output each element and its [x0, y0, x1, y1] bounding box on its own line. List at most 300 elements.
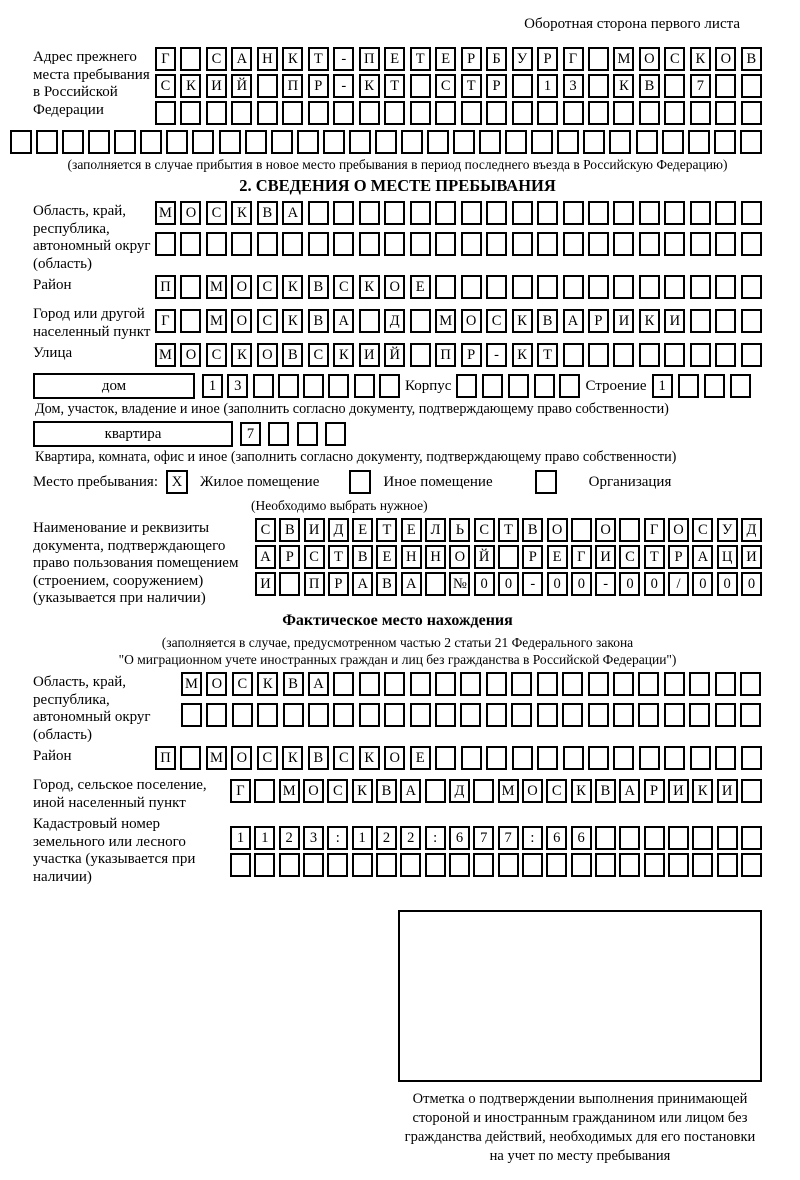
- char-cell: [359, 101, 380, 125]
- char-cell: В: [257, 201, 278, 225]
- text-line: "О миграционном учете иностранных граждан и лиц без гражданства в Российской Федерации"): [118, 652, 677, 668]
- char-cell: [714, 130, 736, 154]
- char-cell: Г: [563, 47, 584, 71]
- char-cell: [140, 130, 162, 154]
- char-cell: Т: [461, 74, 482, 98]
- char-cell: [690, 101, 711, 125]
- char-cell: [559, 374, 580, 398]
- structure-cells: [652, 374, 751, 398]
- prev-address-note: (заполняется в случае прибытия в новое место пребывания в период последнего въезда в Российскую Федерацию): [67, 157, 728, 172]
- text-line: Отметка о подтверждении выполнения принимающей: [412, 1091, 748, 1107]
- char-cell: Ь: [449, 518, 470, 542]
- char-cell: С: [255, 518, 276, 542]
- char-cell: К: [180, 74, 201, 98]
- char-cell: М: [206, 309, 227, 333]
- char-cell: [511, 703, 532, 727]
- document-row-3: [255, 572, 762, 596]
- char-cell: [537, 201, 558, 225]
- document-row-1: [255, 518, 762, 542]
- prev-address-rows: [155, 47, 762, 128]
- char-cell: [609, 130, 631, 154]
- char-cell: 1: [537, 74, 558, 98]
- char-cell: И: [664, 309, 685, 333]
- char-cell: И: [717, 779, 738, 803]
- char-cell: [486, 201, 507, 225]
- char-cell: [325, 422, 346, 446]
- char-cell: [498, 853, 519, 877]
- char-cell: О: [303, 779, 324, 803]
- char-cell: [563, 275, 584, 299]
- char-cell: [253, 374, 274, 398]
- char-cell: :: [327, 826, 348, 850]
- char-cell: [283, 703, 304, 727]
- char-cell: [166, 130, 188, 154]
- char-cell: [435, 672, 456, 696]
- char-cell: [359, 703, 380, 727]
- char-cell: [435, 101, 456, 125]
- char-cell: А: [692, 545, 713, 569]
- char-cell: [62, 130, 84, 154]
- char-cell: [741, 746, 762, 770]
- cadastre-block: [33, 814, 762, 886]
- char-cell: [401, 130, 423, 154]
- char-cell: [588, 47, 609, 71]
- apartment-box-label: квартира: [33, 421, 233, 447]
- char-cell: Д: [741, 518, 762, 542]
- char-cell: [460, 672, 481, 696]
- char-cell: 0: [644, 572, 665, 596]
- char-cell: [206, 232, 227, 256]
- char-cell: И: [595, 545, 616, 569]
- char-cell: :: [522, 826, 543, 850]
- char-cell: Д: [328, 518, 349, 542]
- document-block: [33, 518, 762, 608]
- text-line: стороной и иностранным гражданином или лицом без: [412, 1110, 748, 1126]
- char-cell: [741, 74, 762, 98]
- char-cell: Т: [410, 47, 431, 71]
- char-cell: [639, 232, 660, 256]
- char-cell: С: [435, 74, 456, 98]
- char-cell: [668, 853, 689, 877]
- char-cell: [245, 130, 267, 154]
- char-cell: Т: [644, 545, 665, 569]
- char-cell: [410, 309, 431, 333]
- char-cell: [425, 853, 446, 877]
- fact-city-row: [230, 779, 762, 803]
- char-cell: [613, 201, 634, 225]
- char-cell: М: [613, 47, 634, 71]
- char-cell: [717, 853, 738, 877]
- char-cell: [537, 101, 558, 125]
- char-cell: [425, 572, 446, 596]
- char-cell: [486, 101, 507, 125]
- char-cell: 0: [619, 572, 640, 596]
- char-cell: [231, 101, 252, 125]
- char-cell: 3: [303, 826, 324, 850]
- char-cell: П: [155, 275, 176, 299]
- char-cell: О: [547, 518, 568, 542]
- char-cell: К: [282, 275, 303, 299]
- stamp-box: [398, 910, 762, 1082]
- fact-district-block: [33, 746, 762, 773]
- char-cell: [511, 672, 532, 696]
- char-cell: [741, 309, 762, 333]
- char-cell: [563, 343, 584, 367]
- district-label: Район: [33, 277, 72, 294]
- char-cell: В: [537, 309, 558, 333]
- char-cell: [613, 275, 634, 299]
- char-cell: [639, 101, 660, 125]
- char-cell: К: [282, 47, 303, 71]
- char-cell: В: [282, 343, 303, 367]
- city-row: [155, 309, 762, 333]
- char-cell: М: [498, 779, 519, 803]
- char-cell: [562, 672, 583, 696]
- char-cell: [36, 130, 58, 154]
- char-cell: [254, 853, 275, 877]
- char-cell: [664, 703, 685, 727]
- char-cell: [425, 779, 446, 803]
- char-cell: [486, 232, 507, 256]
- char-cell: Б: [486, 47, 507, 71]
- char-cell: [595, 853, 616, 877]
- char-cell: К: [359, 746, 380, 770]
- char-cell: О: [522, 779, 543, 803]
- char-cell: П: [155, 746, 176, 770]
- char-cell: 0: [692, 572, 713, 596]
- char-cell: [537, 232, 558, 256]
- char-cell: М: [206, 275, 227, 299]
- char-cell: 2: [376, 826, 397, 850]
- char-cell: [638, 672, 659, 696]
- char-cell: С: [333, 275, 354, 299]
- char-cell: Р: [486, 74, 507, 98]
- char-cell: [664, 343, 685, 367]
- char-cell: [279, 572, 300, 596]
- char-cell: А: [231, 47, 252, 71]
- char-cell: 0: [498, 572, 519, 596]
- region-label: Область, край, республика, автономный округ (область): [33, 203, 151, 272]
- char-cell: И: [206, 74, 227, 98]
- char-cell: Е: [376, 545, 397, 569]
- char-cell: Е: [352, 518, 373, 542]
- char-cell: [692, 853, 713, 877]
- char-cell: Т: [384, 74, 405, 98]
- char-cell: И: [255, 572, 276, 596]
- char-cell: [588, 703, 609, 727]
- char-cell: [613, 672, 634, 696]
- char-cell: С: [257, 309, 278, 333]
- char-cell: И: [304, 518, 325, 542]
- char-cell: О: [449, 545, 470, 569]
- char-cell: О: [257, 343, 278, 367]
- char-cell: М: [155, 343, 176, 367]
- char-cell: [688, 130, 710, 154]
- char-cell: [279, 853, 300, 877]
- char-cell: [636, 130, 658, 154]
- char-cell: Е: [410, 275, 431, 299]
- char-cell: [278, 374, 299, 398]
- fact-region-row-2: [181, 703, 761, 727]
- char-cell: [473, 779, 494, 803]
- char-cell: В: [522, 518, 543, 542]
- street-block: [33, 343, 762, 370]
- char-cell: 0: [741, 572, 762, 596]
- char-cell: [384, 232, 405, 256]
- char-cell: [690, 343, 711, 367]
- char-cell: С: [664, 47, 685, 71]
- char-cell: Р: [588, 309, 609, 333]
- house-note: Дом, участок, владение и иное (заполнить согласно документу, подтверждающему право собственности): [35, 401, 669, 418]
- char-cell: 2: [400, 826, 421, 850]
- char-cell: [333, 703, 354, 727]
- actual-location-title: Фактическое место нахождения: [282, 612, 513, 630]
- char-cell: М: [206, 746, 227, 770]
- char-cell: [461, 101, 482, 125]
- char-cell: К: [359, 275, 380, 299]
- char-cell: Г: [155, 309, 176, 333]
- char-cell: [384, 201, 405, 225]
- house-cells: [202, 374, 400, 398]
- char-cell: [664, 275, 685, 299]
- char-cell: [410, 201, 431, 225]
- district-block: [33, 275, 762, 302]
- fact-city-label: Город, сельское поселение, иной населенный пункт: [33, 777, 207, 811]
- stamp-area: [345, 910, 800, 1166]
- char-cell: 3: [227, 374, 248, 398]
- char-cell: [400, 853, 421, 877]
- char-cell: [180, 47, 201, 71]
- char-cell: Т: [376, 518, 397, 542]
- char-cell: [644, 826, 665, 850]
- text-line: гражданства действий, необходимых для его постановки: [404, 1129, 756, 1145]
- char-cell: П: [282, 74, 303, 98]
- char-cell: [257, 703, 278, 727]
- char-cell: [384, 703, 405, 727]
- fact-district-row: [155, 746, 762, 770]
- char-cell: С: [232, 672, 253, 696]
- char-cell: [668, 826, 689, 850]
- char-cell: [257, 232, 278, 256]
- char-cell: С: [257, 275, 278, 299]
- char-cell: [562, 703, 583, 727]
- char-cell: О: [715, 47, 736, 71]
- char-cell: [410, 232, 431, 256]
- char-cell: -: [333, 74, 354, 98]
- char-cell: С: [308, 343, 329, 367]
- char-cell: [333, 672, 354, 696]
- char-cell: О: [206, 672, 227, 696]
- char-cell: И: [613, 309, 634, 333]
- char-cell: [181, 703, 202, 727]
- char-cell: [588, 201, 609, 225]
- apartment-cells: [240, 422, 346, 446]
- char-cell: [639, 201, 660, 225]
- char-cell: [619, 853, 640, 877]
- char-cell: [563, 232, 584, 256]
- char-cell: Г: [155, 47, 176, 71]
- char-cell: [282, 232, 303, 256]
- char-cell: [613, 746, 634, 770]
- char-cell: [571, 853, 592, 877]
- char-cell: К: [282, 309, 303, 333]
- char-cell: [717, 826, 738, 850]
- char-cell: [563, 101, 584, 125]
- char-cell: [303, 374, 324, 398]
- char-cell: [461, 201, 482, 225]
- char-cell: Н: [401, 545, 422, 569]
- char-cell: [435, 275, 456, 299]
- stamp-caption: [345, 1090, 800, 1166]
- char-cell: [482, 374, 503, 398]
- fact-region-row-1: [181, 672, 761, 696]
- district-row: [155, 275, 762, 299]
- char-cell: 6: [449, 826, 470, 850]
- char-cell: Й: [231, 74, 252, 98]
- char-cell: [613, 343, 634, 367]
- char-cell: [741, 826, 762, 850]
- char-cell: [715, 74, 736, 98]
- other-premises-label: Иное помещение: [383, 473, 493, 490]
- char-cell: С: [206, 343, 227, 367]
- char-cell: [435, 703, 456, 727]
- char-cell: С: [206, 47, 227, 71]
- section2-title: 2. СВЕДЕНИЯ О МЕСТЕ ПРЕБЫВАНИЯ: [239, 176, 556, 195]
- document-label: Наименование и реквизиты документа, подтверждающего право пользования помещением (строением, сооружением) (указывается при наличии): [33, 520, 239, 607]
- char-cell: [359, 309, 380, 333]
- char-cell: [664, 746, 685, 770]
- char-cell: К: [571, 779, 592, 803]
- char-cell: [690, 201, 711, 225]
- char-cell: Н: [425, 545, 446, 569]
- char-cell: Р: [461, 343, 482, 367]
- char-cell: 7: [498, 826, 519, 850]
- char-cell: [359, 672, 380, 696]
- char-cell: [715, 672, 736, 696]
- char-cell: [664, 74, 685, 98]
- char-cell: [534, 374, 555, 398]
- fact-district-label: Район: [33, 748, 72, 765]
- char-cell: Р: [644, 779, 665, 803]
- char-cell: [354, 374, 375, 398]
- other-premises-checkbox: [349, 470, 371, 494]
- char-cell: [328, 374, 349, 398]
- char-cell: [512, 746, 533, 770]
- char-cell: [257, 101, 278, 125]
- char-cell: [740, 703, 761, 727]
- char-cell: [180, 309, 201, 333]
- char-cell: [297, 130, 319, 154]
- stay-type-row: [33, 469, 762, 495]
- char-cell: 3: [563, 74, 584, 98]
- char-cell: [689, 672, 710, 696]
- char-cell: [639, 746, 660, 770]
- char-cell: -: [486, 343, 507, 367]
- text-line: (заполняется в случае, предусмотренном частью 2 статьи 21 Федерального закона: [161, 635, 634, 651]
- char-cell: П: [359, 47, 380, 71]
- char-cell: М: [181, 672, 202, 696]
- char-cell: [308, 703, 329, 727]
- prev-address-block: [33, 47, 762, 128]
- char-cell: [435, 746, 456, 770]
- char-cell: [410, 74, 431, 98]
- char-cell: С: [474, 518, 495, 542]
- char-cell: С: [486, 309, 507, 333]
- char-cell: [690, 309, 711, 333]
- fact-region-block: [33, 672, 762, 744]
- char-cell: Р: [279, 545, 300, 569]
- char-cell: [498, 545, 519, 569]
- document-row-2: [255, 545, 762, 569]
- char-cell: [427, 130, 449, 154]
- char-cell: К: [692, 779, 713, 803]
- text-line: на учет по месту пребывания: [489, 1148, 671, 1164]
- char-cell: М: [155, 201, 176, 225]
- char-cell: [10, 130, 32, 154]
- char-cell: В: [376, 572, 397, 596]
- char-cell: [308, 232, 329, 256]
- char-cell: [512, 74, 533, 98]
- char-cell: [690, 232, 711, 256]
- char-cell: [715, 101, 736, 125]
- fact-region-label: Область, край, республика, автономный округ (область): [33, 674, 151, 743]
- char-cell: [449, 853, 470, 877]
- actual-location-note: [33, 634, 762, 668]
- char-cell: [410, 101, 431, 125]
- char-cell: К: [231, 343, 252, 367]
- char-cell: [359, 232, 380, 256]
- char-cell: [308, 201, 329, 225]
- char-cell: [376, 853, 397, 877]
- city-label: Город или другой населенный пункт: [33, 306, 151, 340]
- char-cell: [206, 703, 227, 727]
- char-cell: [486, 703, 507, 727]
- char-cell: [114, 130, 136, 154]
- char-cell: [730, 374, 751, 398]
- char-cell: [349, 130, 371, 154]
- char-cell: [588, 101, 609, 125]
- char-cell: С: [304, 545, 325, 569]
- char-cell: [155, 101, 176, 125]
- char-cell: [715, 232, 736, 256]
- char-cell: [613, 232, 634, 256]
- char-cell: [740, 130, 762, 154]
- char-cell: О: [595, 518, 616, 542]
- char-cell: Р: [461, 47, 482, 71]
- char-cell: -: [333, 47, 354, 71]
- char-cell: 1: [652, 374, 673, 398]
- char-cell: 7: [690, 74, 711, 98]
- char-cell: [219, 130, 241, 154]
- char-cell: №: [449, 572, 470, 596]
- char-cell: У: [717, 518, 738, 542]
- char-cell: Н: [257, 47, 278, 71]
- char-cell: В: [352, 545, 373, 569]
- char-cell: С: [692, 518, 713, 542]
- char-cell: [741, 101, 762, 125]
- apartment-note: Квартира, комната, офис и иное (заполнить согласно документу, подтверждающему право собственности): [35, 449, 677, 466]
- char-cell: М: [435, 309, 456, 333]
- char-cell: О: [639, 47, 660, 71]
- char-cell: Ц: [717, 545, 738, 569]
- char-cell: Т: [328, 545, 349, 569]
- char-cell: [664, 201, 685, 225]
- char-cell: -: [595, 572, 616, 596]
- char-cell: [359, 201, 380, 225]
- char-cell: [486, 275, 507, 299]
- char-cell: Е: [435, 47, 456, 71]
- char-cell: [379, 374, 400, 398]
